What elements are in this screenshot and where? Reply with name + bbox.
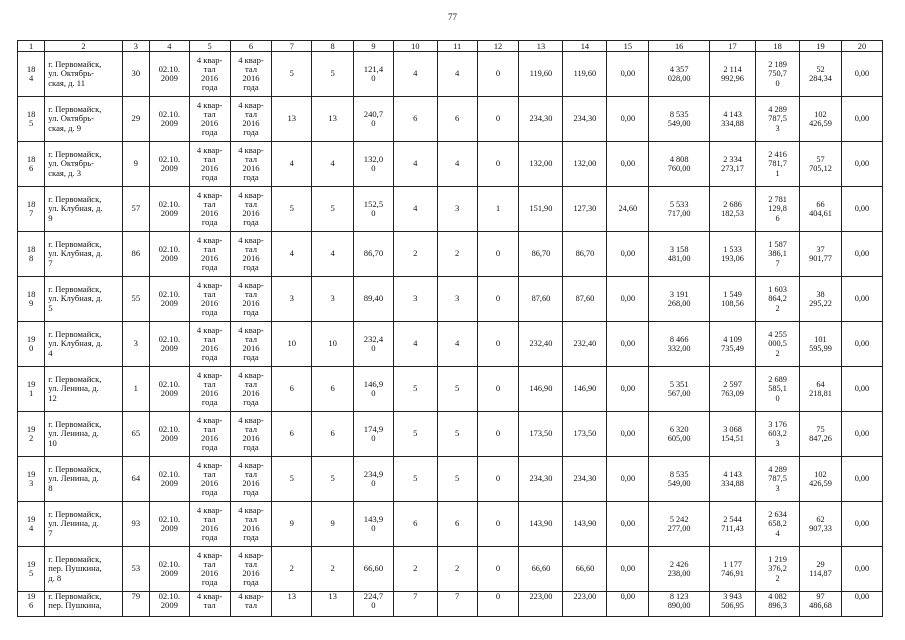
value-cell: 2 334 273,17 <box>710 142 756 187</box>
address-cell: г. Первомайск, ул. Ленина, д. 12 <box>45 367 122 412</box>
value-cell: 4 <box>393 52 437 97</box>
value-cell: 64 <box>122 457 149 502</box>
value-cell: 102 426,59 <box>800 457 842 502</box>
value-cell: 37 901,77 <box>800 232 842 277</box>
value-cell: 3 <box>122 322 149 367</box>
row-number-cell: 19 0 <box>18 322 45 367</box>
row-number-cell: 19 1 <box>18 367 45 412</box>
value-cell: 0 <box>477 97 519 142</box>
value-cell: 4 143 334,88 <box>710 457 756 502</box>
column-number-cell: 10 <box>393 41 437 52</box>
value-cell: 6 <box>312 412 354 457</box>
value-cell: 234,30 <box>563 457 607 502</box>
value-cell: 4 <box>437 142 477 187</box>
value-cell: 7 <box>393 592 437 617</box>
value-cell: 5 <box>393 412 437 457</box>
value-cell: 240,7 0 <box>354 97 394 142</box>
value-cell: 6 <box>393 502 437 547</box>
value-cell: 87,60 <box>563 277 607 322</box>
value-cell: 0 <box>477 277 519 322</box>
value-cell: 234,30 <box>519 97 563 142</box>
address-cell: г. Первомайск, пер. Пушкина, <box>45 592 122 617</box>
address-cell: г. Первомайск, пер. Пушкина, д. 8 <box>45 547 122 592</box>
address-cell: г. Первомайск, ул. Октябрь- ская, д. 11 <box>45 52 122 97</box>
value-cell: 02.10. 2009 <box>149 502 189 547</box>
value-cell: 79 <box>122 592 149 617</box>
value-cell: 121,4 0 <box>354 52 394 97</box>
value-cell: 151,90 <box>519 187 563 232</box>
table-row <box>18 547 883 592</box>
value-cell: 102 426,59 <box>800 97 842 142</box>
value-cell: 65 <box>122 412 149 457</box>
value-cell: 4 квар- тал 2016 года <box>189 52 230 97</box>
row-number-cell: 19 4 <box>18 502 45 547</box>
value-cell: 4 квар- тал 2016 года <box>230 142 272 187</box>
value-cell: 6 <box>437 502 477 547</box>
value-cell: 2 426 238,00 <box>649 547 710 592</box>
value-cell: 66,60 <box>354 547 394 592</box>
value-cell: 6 <box>437 97 477 142</box>
value-cell: 4 квар- тал 2016 года <box>189 367 230 412</box>
column-number-cell: 12 <box>477 41 519 52</box>
value-cell: 4 квар- тал 2016 года <box>230 322 272 367</box>
table-row <box>18 97 883 142</box>
value-cell: 232,40 <box>519 322 563 367</box>
column-number-cell: 11 <box>437 41 477 52</box>
value-cell: 5 <box>393 367 437 412</box>
value-cell: 5 <box>272 187 312 232</box>
column-number-cell: 2 <box>45 41 122 52</box>
value-cell: 152,5 0 <box>354 187 394 232</box>
value-cell: 7 <box>437 592 477 617</box>
value-cell: 0,00 <box>607 502 649 547</box>
address-cell: г. Первомайск, ул. Ленина, д. 8 <box>45 457 122 502</box>
value-cell: 3 <box>393 277 437 322</box>
value-cell: 2 <box>312 547 354 592</box>
value-cell: 0 <box>477 457 519 502</box>
value-cell: 2 <box>393 547 437 592</box>
row-number-cell: 19 5 <box>18 547 45 592</box>
row-number-cell: 19 2 <box>18 412 45 457</box>
value-cell: 1 587 386,1 7 <box>756 232 800 277</box>
value-cell: 4 109 735,49 <box>710 322 756 367</box>
value-cell: 0,00 <box>841 277 882 322</box>
value-cell: 4 квар- тал 2016 года <box>230 457 272 502</box>
address-cell: г. Первомайск, ул. Клубная, д. 9 <box>45 187 122 232</box>
value-cell: 146,9 0 <box>354 367 394 412</box>
value-cell: 5 <box>393 457 437 502</box>
value-cell: 132,00 <box>519 142 563 187</box>
value-cell: 3 <box>312 277 354 322</box>
value-cell: 4 <box>272 142 312 187</box>
value-cell: 0,00 <box>841 592 882 617</box>
column-number-cell: 9 <box>354 41 394 52</box>
value-cell: 6 <box>312 367 354 412</box>
value-cell: 4 357 028,00 <box>649 52 710 97</box>
column-number-cell: 4 <box>149 41 189 52</box>
value-cell: 4 квар- тал 2016 года <box>189 97 230 142</box>
value-cell: 224,7 0 <box>354 592 394 617</box>
value-cell: 132,00 <box>563 142 607 187</box>
column-number-cell: 3 <box>122 41 149 52</box>
table-body <box>18 41 883 617</box>
value-cell: 4 <box>312 232 354 277</box>
value-cell: 6 320 605,00 <box>649 412 710 457</box>
value-cell: 2 <box>437 232 477 277</box>
value-cell: 87,60 <box>519 277 563 322</box>
value-cell: 0,00 <box>841 412 882 457</box>
value-cell: 24,60 <box>607 187 649 232</box>
value-cell: 0 <box>477 142 519 187</box>
row-number-cell: 18 7 <box>18 187 45 232</box>
value-cell: 4 квар- тал <box>230 592 272 617</box>
value-cell: 2 416 781,7 1 <box>756 142 800 187</box>
value-cell: 0,00 <box>607 367 649 412</box>
value-cell: 2 189 750,7 0 <box>756 52 800 97</box>
value-cell: 4 квар- тал 2016 года <box>189 142 230 187</box>
column-number-row <box>18 41 883 52</box>
value-cell: 62 907,33 <box>800 502 842 547</box>
value-cell: 0 <box>477 547 519 592</box>
value-cell: 0,00 <box>607 457 649 502</box>
value-cell: 02.10. 2009 <box>149 277 189 322</box>
value-cell: 4 квар- тал <box>189 592 230 617</box>
value-cell: 3 <box>272 277 312 322</box>
value-cell: 4 квар- тал 2016 года <box>230 277 272 322</box>
value-cell: 4 квар- тал 2016 года <box>230 367 272 412</box>
value-cell: 0 <box>477 367 519 412</box>
value-cell: 127,30 <box>563 187 607 232</box>
value-cell: 8 535 549,00 <box>649 457 710 502</box>
value-cell: 0,00 <box>841 52 882 97</box>
address-cell: г. Первомайск, ул. Клубная, д. 7 <box>45 232 122 277</box>
value-cell: 2 597 763,09 <box>710 367 756 412</box>
value-cell: 5 242 277,00 <box>649 502 710 547</box>
value-cell: 2 544 711,43 <box>710 502 756 547</box>
value-cell: 02.10. 2009 <box>149 187 189 232</box>
value-cell: 232,4 0 <box>354 322 394 367</box>
value-cell: 0 <box>477 592 519 617</box>
value-cell: 5 <box>437 457 477 502</box>
value-cell: 5 <box>437 367 477 412</box>
value-cell: 4 квар- тал 2016 года <box>189 412 230 457</box>
value-cell: 223,00 <box>563 592 607 617</box>
value-cell: 3 158 481,00 <box>649 232 710 277</box>
value-cell: 13 <box>312 97 354 142</box>
row-number-cell: 18 9 <box>18 277 45 322</box>
value-cell: 0 <box>477 322 519 367</box>
value-cell: 97 486,68 <box>800 592 842 617</box>
value-cell: 234,30 <box>519 457 563 502</box>
value-cell: 0,00 <box>607 547 649 592</box>
value-cell: 0,00 <box>841 547 882 592</box>
column-number-cell: 13 <box>519 41 563 52</box>
value-cell: 2 <box>393 232 437 277</box>
value-cell: 02.10. 2009 <box>149 232 189 277</box>
address-cell: г. Первомайск, ул. Клубная, д. 5 <box>45 277 122 322</box>
value-cell: 0,00 <box>607 412 649 457</box>
value-cell: 93 <box>122 502 149 547</box>
value-cell: 52 284,34 <box>800 52 842 97</box>
value-cell: 146,90 <box>519 367 563 412</box>
value-cell: 4 143 334,88 <box>710 97 756 142</box>
row-number-cell: 19 3 <box>18 457 45 502</box>
value-cell: 30 <box>122 52 149 97</box>
value-cell: 5 <box>272 457 312 502</box>
value-cell: 13 <box>272 97 312 142</box>
value-cell: 2 <box>437 547 477 592</box>
value-cell: 4 <box>312 142 354 187</box>
value-cell: 4 квар- тал 2016 года <box>230 502 272 547</box>
column-number-cell: 17 <box>710 41 756 52</box>
value-cell: 0 <box>477 52 519 97</box>
row-number-cell: 18 4 <box>18 52 45 97</box>
value-cell: 119,60 <box>563 52 607 97</box>
value-cell: 02.10. 2009 <box>149 367 189 412</box>
value-cell: 4 <box>437 52 477 97</box>
value-cell: 4 квар- тал 2016 года <box>230 412 272 457</box>
value-cell: 75 847,26 <box>800 412 842 457</box>
value-cell: 5 <box>437 412 477 457</box>
value-cell: 1 549 108,56 <box>710 277 756 322</box>
value-cell: 4 квар- тал 2016 года <box>189 232 230 277</box>
column-number-cell: 16 <box>649 41 710 52</box>
value-cell: 4 <box>393 187 437 232</box>
value-cell: 3 <box>437 277 477 322</box>
table-row <box>18 277 883 322</box>
column-number-cell: 5 <box>189 41 230 52</box>
value-cell: 132,0 0 <box>354 142 394 187</box>
value-cell: 53 <box>122 547 149 592</box>
value-cell: 4 квар- тал 2016 года <box>230 547 272 592</box>
row-number-cell: 18 8 <box>18 232 45 277</box>
value-cell: 232,40 <box>563 322 607 367</box>
table-row <box>18 187 883 232</box>
value-cell: 0,00 <box>607 142 649 187</box>
value-cell: 02.10. 2009 <box>149 592 189 617</box>
value-cell: 4 квар- тал 2016 года <box>230 52 272 97</box>
address-cell: г. Первомайск, ул. Октябрь- ская, д. 9 <box>45 97 122 142</box>
value-cell: 02.10. 2009 <box>149 547 189 592</box>
value-cell: 0,00 <box>607 277 649 322</box>
column-number-cell: 6 <box>230 41 272 52</box>
table-row <box>18 457 883 502</box>
value-cell: 6 <box>272 367 312 412</box>
value-cell: 86,70 <box>354 232 394 277</box>
value-cell: 0,00 <box>607 97 649 142</box>
table-row <box>18 502 883 547</box>
value-cell: 2 689 585,1 0 <box>756 367 800 412</box>
value-cell: 0 <box>477 502 519 547</box>
value-cell: 9 <box>272 502 312 547</box>
value-cell: 57 <box>122 187 149 232</box>
value-cell: 6 <box>272 412 312 457</box>
row-number-cell: 19 6 <box>18 592 45 617</box>
value-cell: 0 <box>477 412 519 457</box>
value-cell: 5 <box>312 52 354 97</box>
value-cell: 2 686 182,53 <box>710 187 756 232</box>
value-cell: 2 <box>272 547 312 592</box>
value-cell: 4 <box>393 322 437 367</box>
value-cell: 86 <box>122 232 149 277</box>
value-cell: 4 <box>393 142 437 187</box>
column-number-cell: 1 <box>18 41 45 52</box>
value-cell: 89,40 <box>354 277 394 322</box>
housing-table <box>17 40 883 617</box>
table-row <box>18 52 883 97</box>
table-row <box>18 412 883 457</box>
value-cell: 1 533 193,06 <box>710 232 756 277</box>
value-cell: 9 <box>312 502 354 547</box>
value-cell: 02.10. 2009 <box>149 457 189 502</box>
value-cell: 4 255 000,5 2 <box>756 322 800 367</box>
value-cell: 0,00 <box>607 52 649 97</box>
value-cell: 223,00 <box>519 592 563 617</box>
value-cell: 0,00 <box>841 97 882 142</box>
value-cell: 174,9 0 <box>354 412 394 457</box>
value-cell: 143,90 <box>519 502 563 547</box>
value-cell: 146,90 <box>563 367 607 412</box>
column-number-cell: 18 <box>756 41 800 52</box>
value-cell: 4 квар- тал 2016 года <box>189 502 230 547</box>
value-cell: 0,00 <box>841 232 882 277</box>
value-cell: 8 466 332,00 <box>649 322 710 367</box>
value-cell: 4 808 760,00 <box>649 142 710 187</box>
value-cell: 143,90 <box>563 502 607 547</box>
value-cell: 4 квар- тал 2016 года <box>189 322 230 367</box>
value-cell: 8 535 549,00 <box>649 97 710 142</box>
value-cell: 66,60 <box>519 547 563 592</box>
value-cell: 4 квар- тал 2016 года <box>230 187 272 232</box>
value-cell: 1 177 746,91 <box>710 547 756 592</box>
address-cell: г. Первомайск, ул. Ленина, д. 10 <box>45 412 122 457</box>
value-cell: 0 <box>477 232 519 277</box>
value-cell: 57 705,12 <box>800 142 842 187</box>
value-cell: 0,00 <box>841 457 882 502</box>
value-cell: 3 <box>437 187 477 232</box>
value-cell: 0,00 <box>607 592 649 617</box>
column-number-cell: 15 <box>607 41 649 52</box>
value-cell: 66,60 <box>563 547 607 592</box>
value-cell: 4 квар- тал 2016 года <box>189 187 230 232</box>
value-cell: 2 114 992,96 <box>710 52 756 97</box>
value-cell: 29 <box>122 97 149 142</box>
page-number: 77 <box>448 12 457 22</box>
value-cell: 38 295,22 <box>800 277 842 322</box>
value-cell: 0,00 <box>607 322 649 367</box>
value-cell: 4 082 896,3 <box>756 592 800 617</box>
address-cell: г. Первомайск, ул. Ленина, д. 7 <box>45 502 122 547</box>
value-cell: 0,00 <box>841 187 882 232</box>
value-cell: 4 289 787,5 3 <box>756 457 800 502</box>
value-cell: 234,30 <box>563 97 607 142</box>
table-row <box>18 142 883 187</box>
value-cell: 0,00 <box>841 367 882 412</box>
address-cell: г. Первомайск, ул. Клубная, д. 4 <box>45 322 122 367</box>
value-cell: 1 <box>122 367 149 412</box>
value-cell: 4 квар- тал 2016 года <box>230 232 272 277</box>
value-cell: 13 <box>312 592 354 617</box>
value-cell: 5 <box>312 457 354 502</box>
value-cell: 64 218,81 <box>800 367 842 412</box>
value-cell: 3 191 268,00 <box>649 277 710 322</box>
value-cell: 02.10. 2009 <box>149 412 189 457</box>
value-cell: 6 <box>393 97 437 142</box>
column-number-cell: 8 <box>312 41 354 52</box>
value-cell: 5 351 567,00 <box>649 367 710 412</box>
value-cell: 86,70 <box>519 232 563 277</box>
table-row <box>18 592 883 617</box>
value-cell: 4 <box>272 232 312 277</box>
value-cell: 86,70 <box>563 232 607 277</box>
value-cell: 0,00 <box>841 142 882 187</box>
table-row <box>18 322 883 367</box>
column-number-cell: 20 <box>841 41 882 52</box>
value-cell: 173,50 <box>519 412 563 457</box>
row-number-cell: 18 5 <box>18 97 45 142</box>
value-cell: 10 <box>312 322 354 367</box>
value-cell: 9 <box>122 142 149 187</box>
value-cell: 143,9 0 <box>354 502 394 547</box>
value-cell: 4 квар- тал 2016 года <box>230 97 272 142</box>
value-cell: 2 781 129,8 6 <box>756 187 800 232</box>
column-number-cell: 19 <box>800 41 842 52</box>
column-number-cell: 14 <box>563 41 607 52</box>
value-cell: 4 квар- тал 2016 года <box>189 457 230 502</box>
value-cell: 55 <box>122 277 149 322</box>
table-row <box>18 367 883 412</box>
value-cell: 1 603 864,2 2 <box>756 277 800 322</box>
value-cell: 13 <box>272 592 312 617</box>
value-cell: 5 533 717,00 <box>649 187 710 232</box>
value-cell: 8 123 890,00 <box>649 592 710 617</box>
value-cell: 1 <box>477 187 519 232</box>
value-cell: 3 943 506,95 <box>710 592 756 617</box>
value-cell: 10 <box>272 322 312 367</box>
value-cell: 173,50 <box>563 412 607 457</box>
row-number-cell: 18 6 <box>18 142 45 187</box>
value-cell: 4 квар- тал 2016 года <box>189 547 230 592</box>
value-cell: 5 <box>272 52 312 97</box>
value-cell: 66 404,61 <box>800 187 842 232</box>
value-cell: 234,9 0 <box>354 457 394 502</box>
address-cell: г. Первомайск, ул. Октябрь- ская, д. 3 <box>45 142 122 187</box>
column-number-cell: 7 <box>272 41 312 52</box>
value-cell: 1 219 376,2 2 <box>756 547 800 592</box>
value-cell: 0,00 <box>841 502 882 547</box>
value-cell: 02.10. 2009 <box>149 97 189 142</box>
value-cell: 3 068 154,51 <box>710 412 756 457</box>
value-cell: 101 595,99 <box>800 322 842 367</box>
value-cell: 0,00 <box>607 232 649 277</box>
value-cell: 02.10. 2009 <box>149 322 189 367</box>
value-cell: 4 <box>437 322 477 367</box>
value-cell: 29 114,87 <box>800 547 842 592</box>
value-cell: 02.10. 2009 <box>149 52 189 97</box>
value-cell: 5 <box>312 187 354 232</box>
table-row <box>18 232 883 277</box>
value-cell: 3 176 603,2 3 <box>756 412 800 457</box>
value-cell: 4 289 787,5 3 <box>756 97 800 142</box>
value-cell: 2 634 658,2 4 <box>756 502 800 547</box>
value-cell: 119,60 <box>519 52 563 97</box>
value-cell: 0,00 <box>841 322 882 367</box>
value-cell: 02.10. 2009 <box>149 142 189 187</box>
value-cell: 4 квар- тал 2016 года <box>189 277 230 322</box>
